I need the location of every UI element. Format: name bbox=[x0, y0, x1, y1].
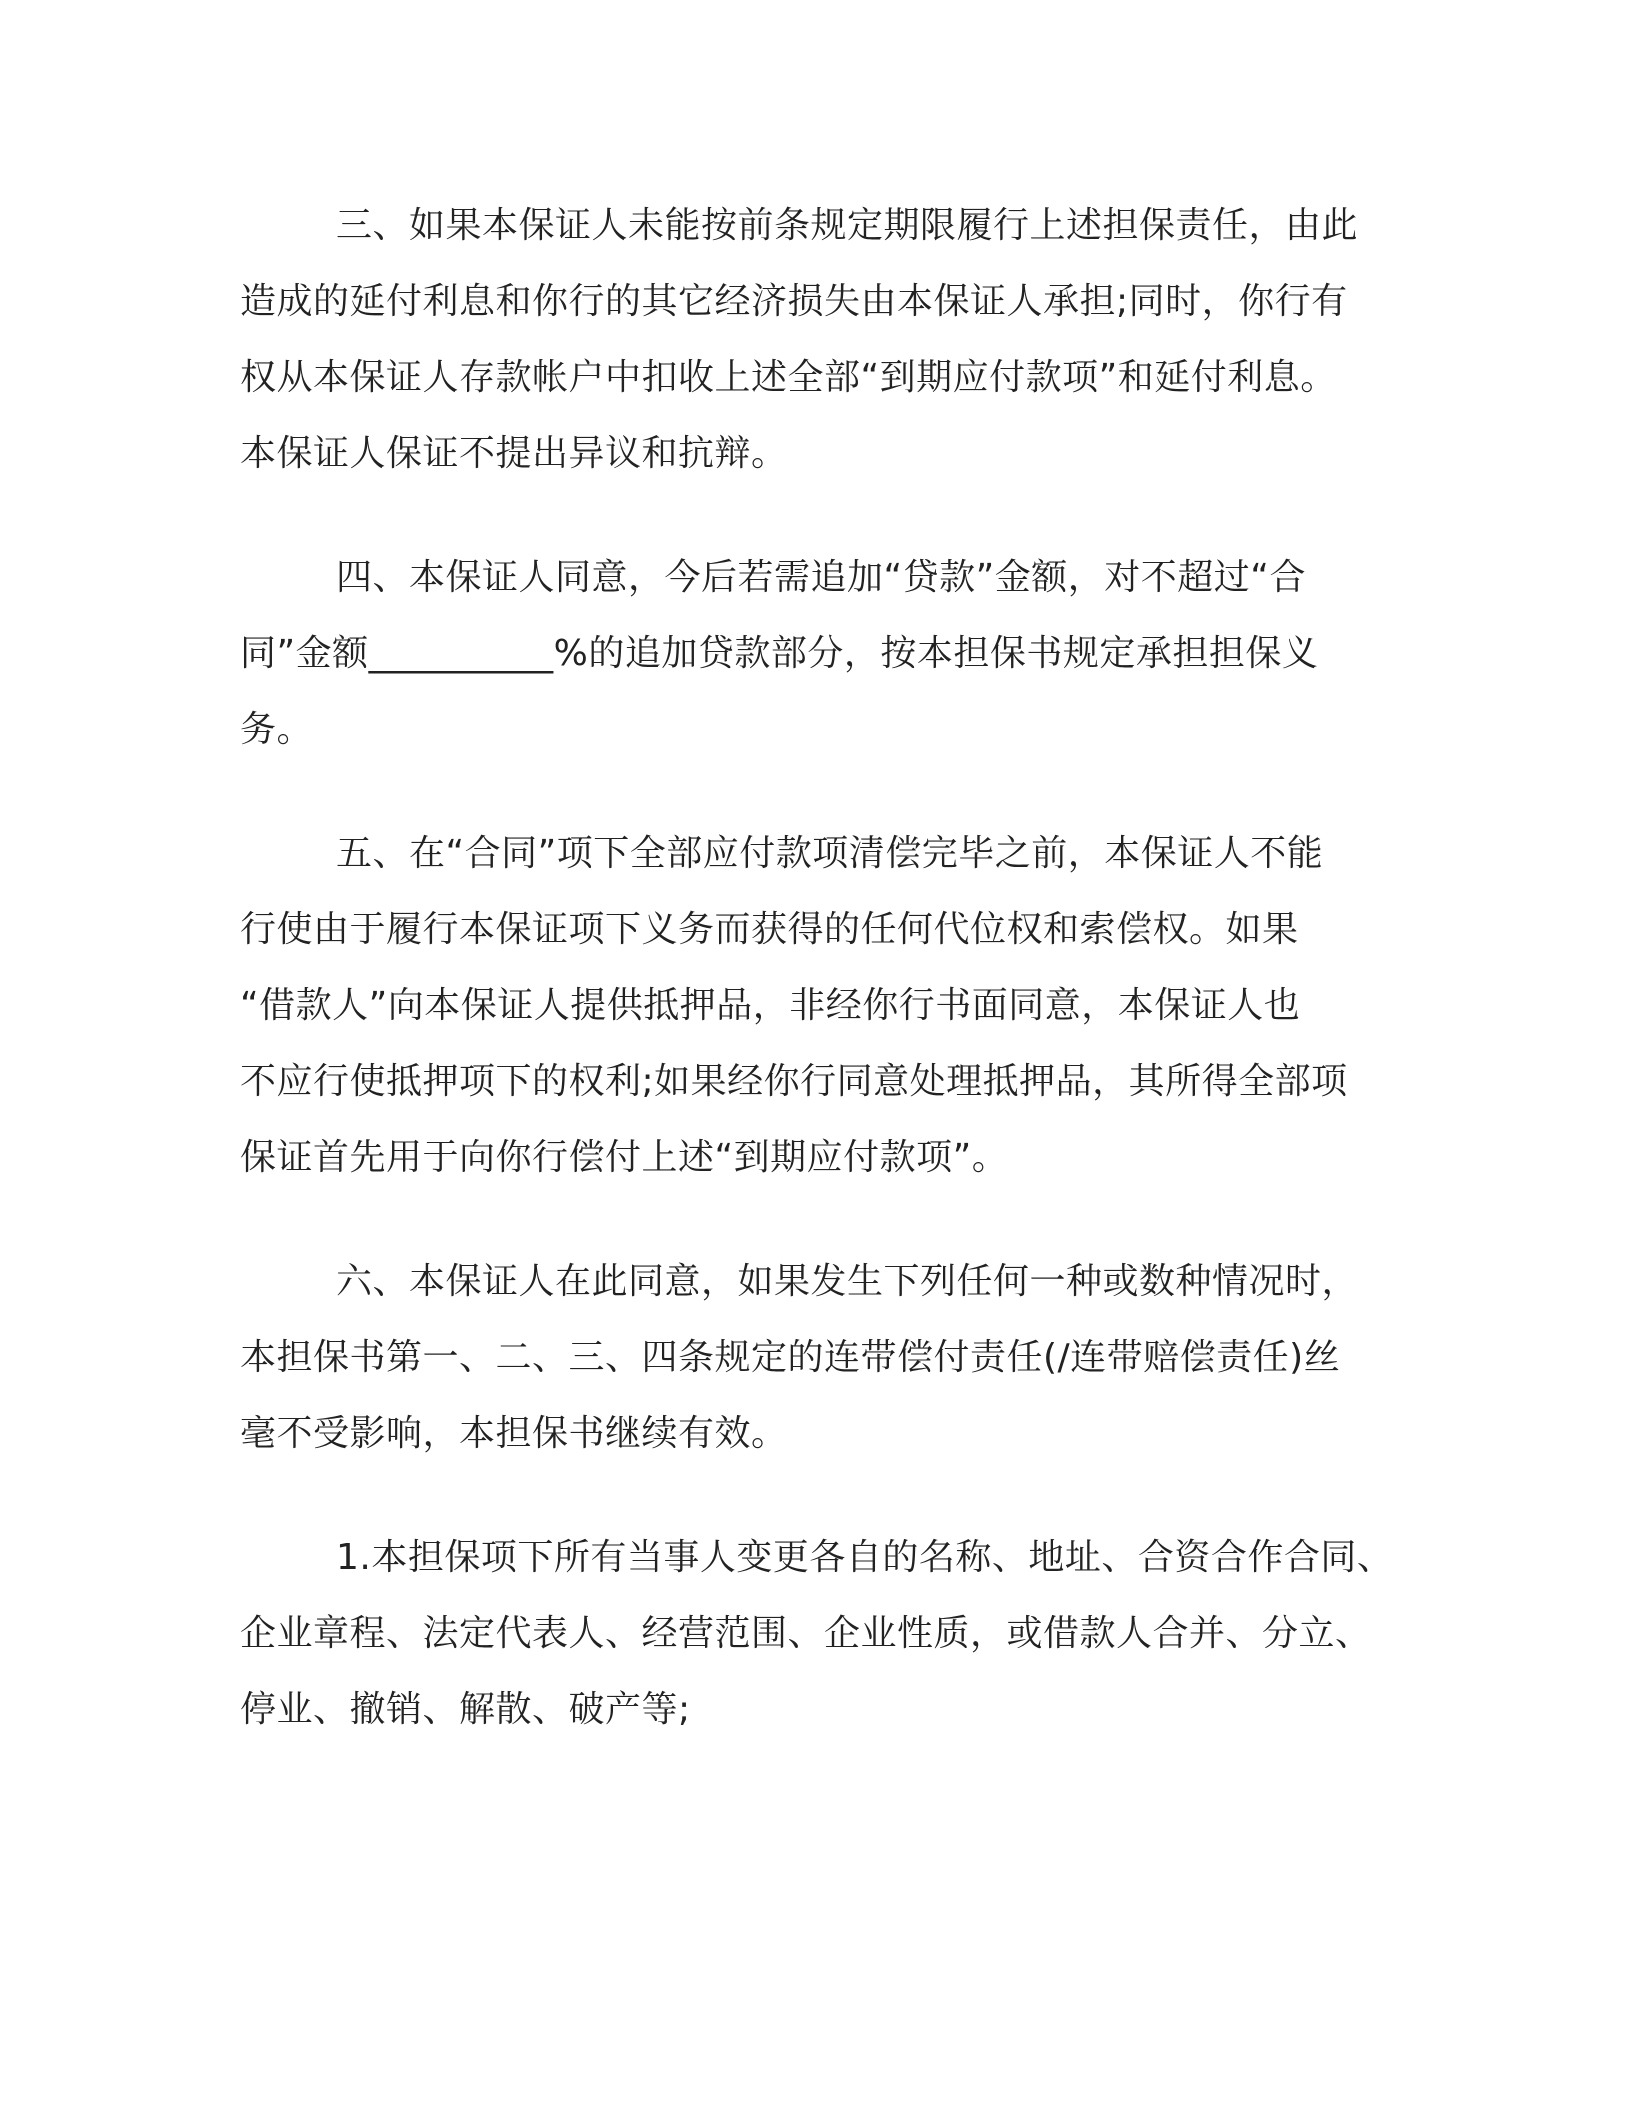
text-line: 六、本保证人在此同意，如果发生下列任何一种或数种情况时， bbox=[336, 1261, 1359, 1302]
text-line: 企业章程、法定代表人、经营范围、企业性质，或借款人合并、分立、 bbox=[240, 1613, 1372, 1654]
paragraph-clause-4 bbox=[240, 540, 1390, 768]
paragraph-clause-5 bbox=[240, 816, 1390, 1196]
text-line: 毫不受影响，本担保书继续有效。 bbox=[240, 1413, 788, 1454]
text-line: 行使由于履行本保证项下义务而获得的任何代位权和索偿权。如果 bbox=[240, 909, 1299, 950]
paragraph-item-1 bbox=[240, 1520, 1394, 1748]
text-line: 三、如果本保证人未能按前条规定期限履行上述担保责任，由此 bbox=[336, 205, 1359, 246]
text-line: “借款人”向本保证人提供抵押品，非经你行书面同意，本保证人也 bbox=[240, 985, 1301, 1026]
text-line: 五、在“合同”项下全部应付款项清偿完毕之前，本保证人不能 bbox=[336, 833, 1324, 874]
document-page bbox=[240, 188, 1394, 1796]
text-line: 权从本保证人存款帐户中扣收上述全部“到期应付款项”和延付利息。 bbox=[240, 357, 1337, 398]
text-line: 1.本担保项下所有当事人变更各自的名称、地址、合资合作合同、 bbox=[336, 1537, 1394, 1578]
text-line: 同”金额__________%的追加贷款部分，按本担保书规定承担担保义 bbox=[240, 633, 1319, 674]
text-line: 四、本保证人同意，今后若需追加“贷款”金额，对不超过“合 bbox=[336, 557, 1306, 598]
paragraph-clause-3 bbox=[240, 188, 1390, 492]
text-line: 务。 bbox=[240, 709, 314, 750]
text-line: 本担保书第一、二、三、四条规定的连带偿付责任(/连带赔偿责任)丝 bbox=[240, 1337, 1341, 1378]
text-line: 本保证人保证不提出异议和抗辩。 bbox=[240, 433, 788, 474]
paragraph-clause-6 bbox=[240, 1244, 1390, 1472]
text-line: 不应行使抵押项下的权利;如果经你行同意处理抵押品，其所得全部项 bbox=[240, 1061, 1348, 1102]
text-line: 停业、撤销、解散、破产等; bbox=[240, 1689, 691, 1730]
text-line: 造成的延付利息和你行的其它经济损失由本保证人承担;同时，你行有 bbox=[240, 281, 1348, 322]
text-line: 保证首先用于向你行偿付上述“到期应付款项”。 bbox=[240, 1137, 1009, 1178]
